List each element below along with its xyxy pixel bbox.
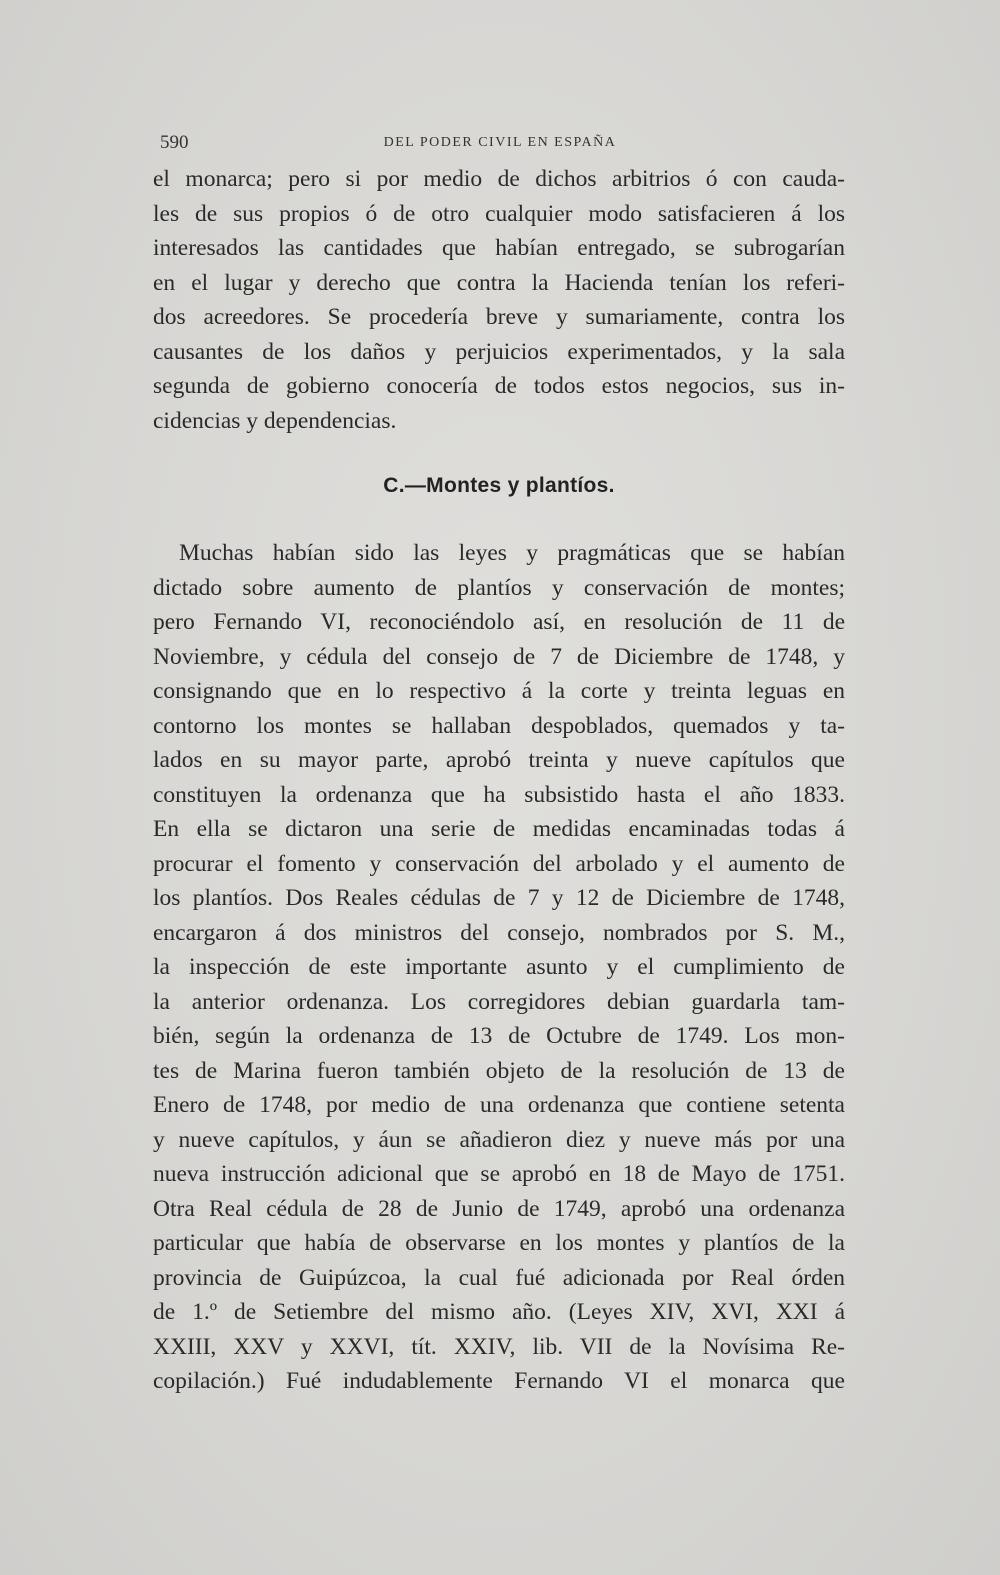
text-line: tes de Marina fueron también objeto de la resolución de 13 de: [153, 1057, 845, 1084]
text-line: segunda de gobierno conocería de todos estos negocios, sus in-: [153, 373, 845, 399]
text-line: copilación.) Fué indudablemente Fernando VI el monarca que: [153, 1368, 845, 1394]
text-line: los plantíos. Dos Reales cédulas de 7 y 12 de Diciembre de 1748,: [153, 885, 845, 911]
running-head: [160, 132, 840, 156]
text-line: pero Fernando VI, reconociéndolo así, en resolución de 11 de: [153, 609, 845, 635]
text-line: contorno los montes se hallaban despoblados, quemados y ta-: [153, 712, 845, 739]
paragraph-continued: [153, 162, 845, 438]
text-line: Noviembre, y cédula del consejo de 7 de Diciembre de 1748, y: [153, 643, 845, 670]
text-line: de 1.º de Setiembre del mismo año. (Leyes XIV, XVI, XXI á: [153, 1299, 845, 1325]
text-line: nueva instrucción adicional que se aprobó en 18 de Mayo de 1751.: [153, 1161, 845, 1187]
text-line: provincia de Guipúzcoa, la cual fué adicionada por Real órden: [153, 1264, 845, 1291]
text-line: procurar el fomento y conservación del arbolado y el aumento de: [153, 850, 845, 877]
text-line: dos acreedores. Se procedería breve y sumariamente, contra los: [153, 304, 845, 330]
text-line: lados en su mayor parte, aprobó treinta y nueve capítulos que: [153, 747, 845, 773]
text-line: constituyen la ordenanza que ha subsistido hasta el año 1833.: [153, 781, 845, 808]
text-line: la anterior ordenanza. Los corregidores debian guardarla tam-: [153, 988, 845, 1015]
text-line: y nueve capítulos, y áun se añadieron diez y nueve más por una: [153, 1126, 845, 1153]
text-line: cidencias y dependencias.: [153, 407, 397, 434]
text-line: en el lugar y derecho que contra la Hacienda tenían los referi-: [153, 269, 845, 296]
text-line: XXIII, XXV y XXVI, tít. XXIV, lib. VII de la Novísima Re-: [153, 1333, 845, 1360]
text-line: encargaron á dos ministros del consejo, nombrados por S. M.,: [153, 919, 845, 946]
paragraph-montes: [153, 536, 845, 1399]
text-line: consignando que en lo respectivo á la corte y treinta leguas en: [153, 678, 845, 704]
text-line: interesados las cantidades que habían entregado, se subrogarían: [153, 235, 845, 261]
text-line: bién, según la ordenanza de 13 de Octubre de 1749. Los mon-: [153, 1023, 845, 1049]
text-line: causantes de los daños y perjuicios experimentados, y la sala: [153, 338, 845, 365]
text-line: les de sus propios ó de otro cualquier modo satisfacieren á los: [153, 200, 845, 227]
page-number: 590: [160, 132, 189, 153]
text-line: En ella se dictaron una serie de medidas encaminadas todas á: [153, 816, 845, 842]
text-line: Muchas habían sido las leyes y pragmáticas que se habían: [179, 540, 845, 566]
running-title: DEL PODER CIVIL EN ESPAÑA: [383, 135, 617, 150]
section-heading: C.—Montes y plantíos.: [383, 474, 615, 497]
text-line: Enero de 1748, por medio de una ordenanza que contiene setenta: [153, 1092, 845, 1118]
text-line: particular que había de observarse en los montes y plantíos de la: [153, 1230, 845, 1256]
text-line: dictado sobre aumento de plantíos y conservación de montes;: [153, 574, 845, 601]
text-line: la inspección de este importante asunto y el cumplimiento de: [153, 954, 845, 980]
text-line: el monarca; pero si por medio de dichos arbitrios ó con cauda-: [153, 166, 845, 192]
text-line: Otra Real cédula de 28 de Junio de 1749, aprobó una ordenanza: [153, 1195, 845, 1222]
